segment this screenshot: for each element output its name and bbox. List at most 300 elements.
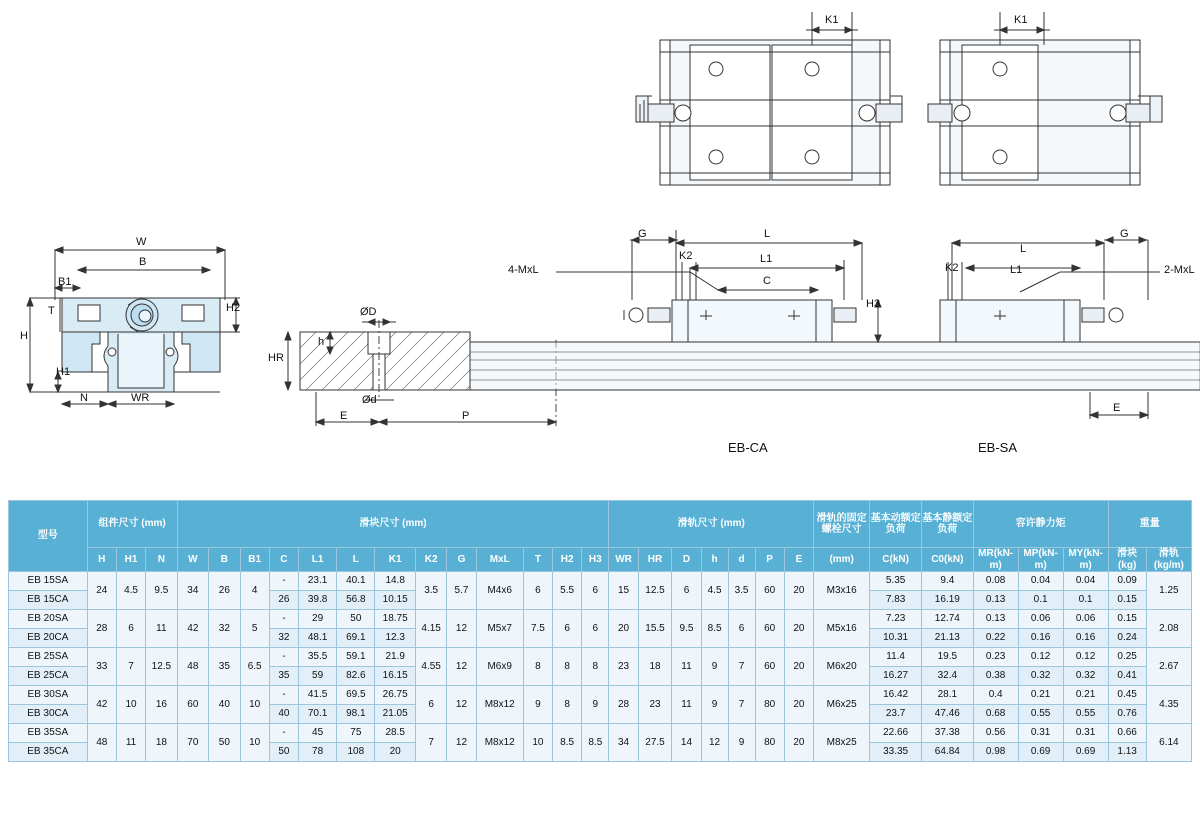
cell-K2: 3.5 (415, 572, 446, 610)
header-col-MxL: MxL (476, 548, 523, 572)
cell-T: 8 (523, 648, 552, 686)
cell-L1: 78 (299, 743, 337, 762)
cell-bolt: M6x20 (814, 648, 870, 686)
cell-C0_kN: 12.74 (921, 610, 973, 629)
cell-L: 98.1 (337, 705, 375, 724)
cell-K1: 16.15 (375, 667, 415, 686)
cell-C_kN: 10.31 (870, 629, 922, 648)
cell-C: 35 (269, 667, 298, 686)
cell-P: 80 (755, 686, 784, 724)
cell-HR: 12.5 (638, 572, 672, 610)
cell-H2: 8.5 (553, 724, 582, 762)
cell-w_rail: 2.67 (1146, 648, 1191, 686)
label-p: P (462, 410, 470, 422)
cell-HR: 15.5 (638, 610, 672, 648)
cell-G: 12 (447, 686, 476, 724)
cell-C_kN: 11.4 (870, 648, 922, 667)
cell-P: 60 (755, 572, 784, 610)
cell-T: 9 (523, 686, 552, 724)
cell-H: 28 (87, 610, 116, 648)
cell-model: EB 30CA (9, 705, 88, 724)
label-g-right: G (1120, 228, 1129, 240)
label-b: B (139, 256, 147, 268)
cell-N: 9.5 (146, 572, 178, 610)
cell-d: 7 (728, 686, 755, 724)
cell-N: 18 (146, 724, 178, 762)
cell-MxL: M8x12 (476, 724, 523, 762)
cell-L: 40.1 (337, 572, 375, 591)
cell-C: 26 (269, 591, 298, 610)
cell-model: EB 30SA (9, 686, 88, 705)
header-col-N: N (146, 548, 178, 572)
cell-w_block: 0.76 (1108, 705, 1146, 724)
cell-C0_kN: 28.1 (921, 686, 973, 705)
header-col-d: d (728, 548, 755, 572)
top-view-ca (636, 12, 902, 185)
cell-H1: 10 (116, 686, 145, 724)
cell-L: 59.1 (337, 648, 375, 667)
cell-B1: 10 (240, 724, 269, 762)
cell-model: EB 20CA (9, 629, 88, 648)
cell-P: 80 (755, 724, 784, 762)
top-view-sa (928, 12, 1162, 185)
cell-MR: 0.98 (973, 743, 1018, 762)
cell-H3: 9 (582, 686, 609, 724)
cell-L: 69.5 (337, 686, 375, 705)
cell-MY: 0.55 (1063, 705, 1108, 724)
cell-d: 6 (728, 610, 755, 648)
label-t: T (48, 305, 55, 317)
cell-MY: 0.04 (1063, 572, 1108, 591)
cell-MR: 0.22 (973, 629, 1018, 648)
cell-model: EB 15SA (9, 572, 88, 591)
cell-HR: 27.5 (638, 724, 672, 762)
cell-G: 12 (447, 724, 476, 762)
cell-bolt: M6x25 (814, 686, 870, 724)
cell-model: EB 35CA (9, 743, 88, 762)
cell-bolt: M5x16 (814, 610, 870, 648)
label-k2: K2 (679, 250, 693, 262)
header-model: 型号 (9, 501, 88, 572)
cell-C_kN: 16.27 (870, 667, 922, 686)
header-col-G: G (447, 548, 476, 572)
cell-E: 20 (784, 724, 813, 762)
cell-MP: 0.16 (1018, 629, 1063, 648)
cell-H: 24 (87, 572, 116, 610)
header-col-E: E (784, 548, 813, 572)
cell-L: 82.6 (337, 667, 375, 686)
side-view-ca (556, 230, 881, 342)
cell-h: 12 (701, 724, 728, 762)
label-k1-right: K1 (1014, 14, 1028, 26)
cell-C_kN: 7.83 (870, 591, 922, 610)
cell-B1: 6.5 (240, 648, 269, 686)
cell-G: 5.7 (447, 572, 476, 610)
label-2mxl: 2-MxL (1164, 264, 1195, 276)
cell-C: - (269, 686, 298, 705)
header-col-B: B (209, 548, 240, 572)
cell-B: 35 (209, 648, 240, 686)
label-l1: L1 (760, 253, 773, 265)
cell-B: 40 (209, 686, 240, 724)
label-h1: H1 (56, 366, 71, 378)
cell-C: - (269, 572, 298, 591)
cell-model: EB 25CA (9, 667, 88, 686)
caption-eb-sa: EB-SA (978, 440, 1018, 455)
cell-L1: 45 (299, 724, 337, 743)
label-l-top: L (764, 228, 771, 240)
cell-K1: 10.15 (375, 591, 415, 610)
header-col-MP: MP(kN-m) (1018, 548, 1063, 572)
cell-K2: 7 (415, 724, 446, 762)
cell-MR: 0.08 (973, 572, 1018, 591)
cell-N: 16 (146, 686, 178, 724)
cell-MP: 0.21 (1018, 686, 1063, 705)
label-h: H (20, 330, 28, 342)
cell-W: 60 (177, 686, 208, 724)
cell-K1: 21.05 (375, 705, 415, 724)
cell-K2: 4.15 (415, 610, 446, 648)
cell-w_block: 0.25 (1108, 648, 1146, 667)
cell-L1: 59 (299, 667, 337, 686)
cell-w_block: 0.41 (1108, 667, 1146, 686)
label-h-small: h (318, 336, 325, 348)
cell-L1: 39.8 (299, 591, 337, 610)
cell-MP: 0.55 (1018, 705, 1063, 724)
header-col-C: C (269, 548, 298, 572)
cell-H: 48 (87, 724, 116, 762)
cell-MP: 0.06 (1018, 610, 1063, 629)
table-header (9, 501, 1192, 572)
cell-MY: 0.69 (1063, 743, 1108, 762)
cell-MR: 0.13 (973, 591, 1018, 610)
cell-MR: 0.13 (973, 610, 1018, 629)
cell-C0_kN: 64.84 (921, 743, 973, 762)
cell-C_kN: 16.42 (870, 686, 922, 705)
cell-H2: 5.5 (553, 572, 582, 610)
cell-w_block: 0.15 (1108, 591, 1146, 610)
label-k2-right: K2 (945, 262, 959, 274)
header-group-rail: 滑轨尺寸 (mm) (609, 501, 814, 548)
cell-C: - (269, 648, 298, 667)
header-group-weight: 重量 (1108, 501, 1191, 548)
label-e: E (340, 410, 348, 422)
cell-C: - (269, 610, 298, 629)
cell-K1: 12.3 (375, 629, 415, 648)
cell-HR: 23 (638, 686, 672, 724)
cell-MxL: M8x12 (476, 686, 523, 724)
cell-T: 7.5 (523, 610, 552, 648)
cell-L1: 29 (299, 610, 337, 629)
cell-B1: 4 (240, 572, 269, 610)
cell-MxL: M5x7 (476, 610, 523, 648)
header-col-L1: L1 (299, 548, 337, 572)
cell-model: EB 35SA (9, 724, 88, 743)
cell-H2: 8 (553, 686, 582, 724)
cell-K2: 4.55 (415, 648, 446, 686)
cell-MP: 0.1 (1018, 591, 1063, 610)
cell-H2: 6 (553, 610, 582, 648)
cell-w_rail: 6.14 (1146, 724, 1191, 762)
cell-w_block: 1.13 (1108, 743, 1146, 762)
cell-w_rail: 4.35 (1146, 686, 1191, 724)
header-col-h: h (701, 548, 728, 572)
cell-C0_kN: 16.19 (921, 591, 973, 610)
label-b1: B1 (58, 276, 72, 288)
label-wr: WR (131, 392, 150, 404)
cell-C_kN: 22.66 (870, 724, 922, 743)
header-col-WR: WR (609, 548, 638, 572)
cell-W: 34 (177, 572, 208, 610)
cell-w_rail: 1.25 (1146, 572, 1191, 610)
cell-L: 69.1 (337, 629, 375, 648)
cell-MR: 0.23 (973, 648, 1018, 667)
table-row (9, 610, 1192, 629)
cell-MP: 0.69 (1018, 743, 1063, 762)
header-group-moment: 容许静力矩 (973, 501, 1108, 548)
label-hr: HR (268, 352, 284, 364)
cell-B: 26 (209, 572, 240, 610)
header-col-W: W (177, 548, 208, 572)
cell-WR: 34 (609, 724, 638, 762)
cell-MY: 0.12 (1063, 648, 1108, 667)
cell-MY: 0.1 (1063, 591, 1108, 610)
header-col-weight-block: 滑块(kg) (1108, 548, 1146, 572)
cell-K1: 18.75 (375, 610, 415, 629)
cell-H3: 8.5 (582, 724, 609, 762)
cell-MY: 0.32 (1063, 667, 1108, 686)
label-c: C (763, 275, 771, 287)
cell-W: 42 (177, 610, 208, 648)
cell-H2: 8 (553, 648, 582, 686)
label-h2: H2 (226, 302, 241, 314)
header-col-MR: MR(kN-m) (973, 548, 1018, 572)
header-col-H2: H2 (553, 548, 582, 572)
cell-MxL: M6x9 (476, 648, 523, 686)
cell-K1: 26.75 (375, 686, 415, 705)
cell-W: 70 (177, 724, 208, 762)
cell-bolt: M3x16 (814, 572, 870, 610)
cell-MY: 0.21 (1063, 686, 1108, 705)
cell-H1: 4.5 (116, 572, 145, 610)
table-row (9, 648, 1192, 667)
cell-D: 9.5 (672, 610, 701, 648)
cell-C_kN: 5.35 (870, 572, 922, 591)
cell-B: 32 (209, 610, 240, 648)
cell-C0_kN: 9.4 (921, 572, 973, 591)
cell-C0_kN: 37.38 (921, 724, 973, 743)
cell-H: 33 (87, 648, 116, 686)
cell-bolt: M8x25 (814, 724, 870, 762)
cell-H3: 6 (582, 610, 609, 648)
cell-G: 12 (447, 610, 476, 648)
cell-h: 9 (701, 648, 728, 686)
cell-MxL: M4x6 (476, 572, 523, 610)
cross-section-view (27, 247, 240, 407)
cell-w_block: 0.09 (1108, 572, 1146, 591)
header-col-L: L (337, 548, 375, 572)
cell-model: EB 15CA (9, 591, 88, 610)
cell-N: 11 (146, 610, 178, 648)
cell-E: 20 (784, 610, 813, 648)
cell-D: 11 (672, 648, 701, 686)
cell-P: 60 (755, 610, 784, 648)
cell-L: 108 (337, 743, 375, 762)
cell-h: 9 (701, 686, 728, 724)
label-e-right: E (1113, 402, 1121, 414)
cell-C0_kN: 19.5 (921, 648, 973, 667)
cell-WR: 23 (609, 648, 638, 686)
cell-P: 60 (755, 648, 784, 686)
table-row (9, 572, 1192, 591)
label-diameter-D: ØD (360, 306, 377, 318)
label-l1-right: L1 (1010, 264, 1023, 276)
cell-model: EB 20SA (9, 610, 88, 629)
cell-H: 42 (87, 686, 116, 724)
cell-MY: 0.16 (1063, 629, 1108, 648)
header-group-bolt: 滑轨的固定螺栓尺寸 (814, 501, 870, 548)
cell-MP: 0.04 (1018, 572, 1063, 591)
cell-C0_kN: 32.4 (921, 667, 973, 686)
header-col-MY: MY(kN-m) (1063, 548, 1108, 572)
cell-K2: 6 (415, 686, 446, 724)
cell-h: 8.5 (701, 610, 728, 648)
cell-E: 20 (784, 648, 813, 686)
cell-L: 75 (337, 724, 375, 743)
cell-T: 6 (523, 572, 552, 610)
cell-H3: 8 (582, 648, 609, 686)
cell-D: 6 (672, 572, 701, 610)
header-col-H3: H3 (582, 548, 609, 572)
cell-WR: 15 (609, 572, 638, 610)
cell-L: 56.8 (337, 591, 375, 610)
header-col-P: P (755, 548, 784, 572)
cell-WR: 20 (609, 610, 638, 648)
cell-L1: 48.1 (299, 629, 337, 648)
header-col-C-kN: C(kN) (870, 548, 922, 572)
cell-MY: 0.06 (1063, 610, 1108, 629)
cell-L1: 35.5 (299, 648, 337, 667)
label-h3: H3 (866, 298, 881, 310)
header-col-D: D (672, 548, 701, 572)
side-view-sa (940, 237, 1160, 419)
header-col-weight-rail: 滑轨(kg/m) (1146, 548, 1191, 572)
cell-B1: 10 (240, 686, 269, 724)
cell-C_kN: 33.35 (870, 743, 922, 762)
cell-MP: 0.12 (1018, 648, 1063, 667)
cell-C: 40 (269, 705, 298, 724)
header-group-assembly: 组件尺寸 (mm) (87, 501, 177, 548)
cell-MR: 0.38 (973, 667, 1018, 686)
cell-N: 12.5 (146, 648, 178, 686)
header-col-T: T (523, 548, 552, 572)
cell-MP: 0.32 (1018, 667, 1063, 686)
cell-h: 4.5 (701, 572, 728, 610)
cell-C0_kN: 47.46 (921, 705, 973, 724)
header-col-HR: HR (638, 548, 672, 572)
cell-d: 7 (728, 648, 755, 686)
cell-w_block: 0.45 (1108, 686, 1146, 705)
header-col-H: H (87, 548, 116, 572)
header-group-dynamic-load: 基本动额定负荷 (870, 501, 922, 548)
cell-WR: 28 (609, 686, 638, 724)
cell-E: 20 (784, 686, 813, 724)
cell-B1: 5 (240, 610, 269, 648)
cell-MP: 0.31 (1018, 724, 1063, 743)
cell-E: 20 (784, 572, 813, 610)
cell-MR: 0.68 (973, 705, 1018, 724)
cell-L1: 41.5 (299, 686, 337, 705)
cell-d: 9 (728, 724, 755, 762)
cell-MR: 0.56 (973, 724, 1018, 743)
table-body (9, 572, 1192, 762)
cell-C_kN: 7.23 (870, 610, 922, 629)
cell-w_block: 0.15 (1108, 610, 1146, 629)
cell-C0_kN: 21.13 (921, 629, 973, 648)
header-col-K2: K2 (415, 548, 446, 572)
cell-HR: 18 (638, 648, 672, 686)
cell-T: 10 (523, 724, 552, 762)
cell-L1: 23.1 (299, 572, 337, 591)
cell-L: 50 (337, 610, 375, 629)
cell-C: 50 (269, 743, 298, 762)
cell-C_kN: 23.7 (870, 705, 922, 724)
label-l-right: L (1020, 243, 1027, 255)
cell-K1: 21.9 (375, 648, 415, 667)
cell-K1: 20 (375, 743, 415, 762)
label-4mxl: 4-MxL (508, 264, 539, 276)
cell-MY: 0.31 (1063, 724, 1108, 743)
label-diameter-d: Ød (362, 394, 377, 406)
label-n: N (80, 392, 88, 404)
table-row (9, 686, 1192, 705)
cell-B: 50 (209, 724, 240, 762)
cell-H1: 11 (116, 724, 145, 762)
label-w: W (136, 236, 147, 248)
header-col-B1: B1 (240, 548, 269, 572)
cell-W: 48 (177, 648, 208, 686)
spec-table (8, 500, 1192, 762)
cell-w_rail: 2.08 (1146, 610, 1191, 648)
header-col-bolt-mm: (mm) (814, 548, 870, 572)
spec-table-wrapper (8, 500, 1192, 762)
cell-K1: 14.8 (375, 572, 415, 591)
cell-d: 3.5 (728, 572, 755, 610)
header-col-H1: H1 (116, 548, 145, 572)
cell-K1: 28.5 (375, 724, 415, 743)
cell-w_block: 0.66 (1108, 724, 1146, 743)
caption-eb-ca: EB-CA (728, 440, 768, 455)
cell-H3: 6 (582, 572, 609, 610)
cell-D: 14 (672, 724, 701, 762)
table-row (9, 724, 1192, 743)
cell-C: - (269, 724, 298, 743)
cell-G: 12 (447, 648, 476, 686)
cell-w_block: 0.24 (1108, 629, 1146, 648)
cell-H1: 7 (116, 648, 145, 686)
header-col-K1: K1 (375, 548, 415, 572)
header-group-static-load: 基本静额定负荷 (921, 501, 973, 548)
cell-L1: 70.1 (299, 705, 337, 724)
cell-D: 11 (672, 686, 701, 724)
label-k1-left: K1 (825, 14, 839, 26)
cell-H1: 6 (116, 610, 145, 648)
cell-model: EB 25SA (9, 648, 88, 667)
header-group-block: 滑块尺寸 (mm) (177, 501, 609, 548)
label-g-left: G (638, 228, 647, 240)
cell-C: 32 (269, 629, 298, 648)
cell-MR: 0.4 (973, 686, 1018, 705)
